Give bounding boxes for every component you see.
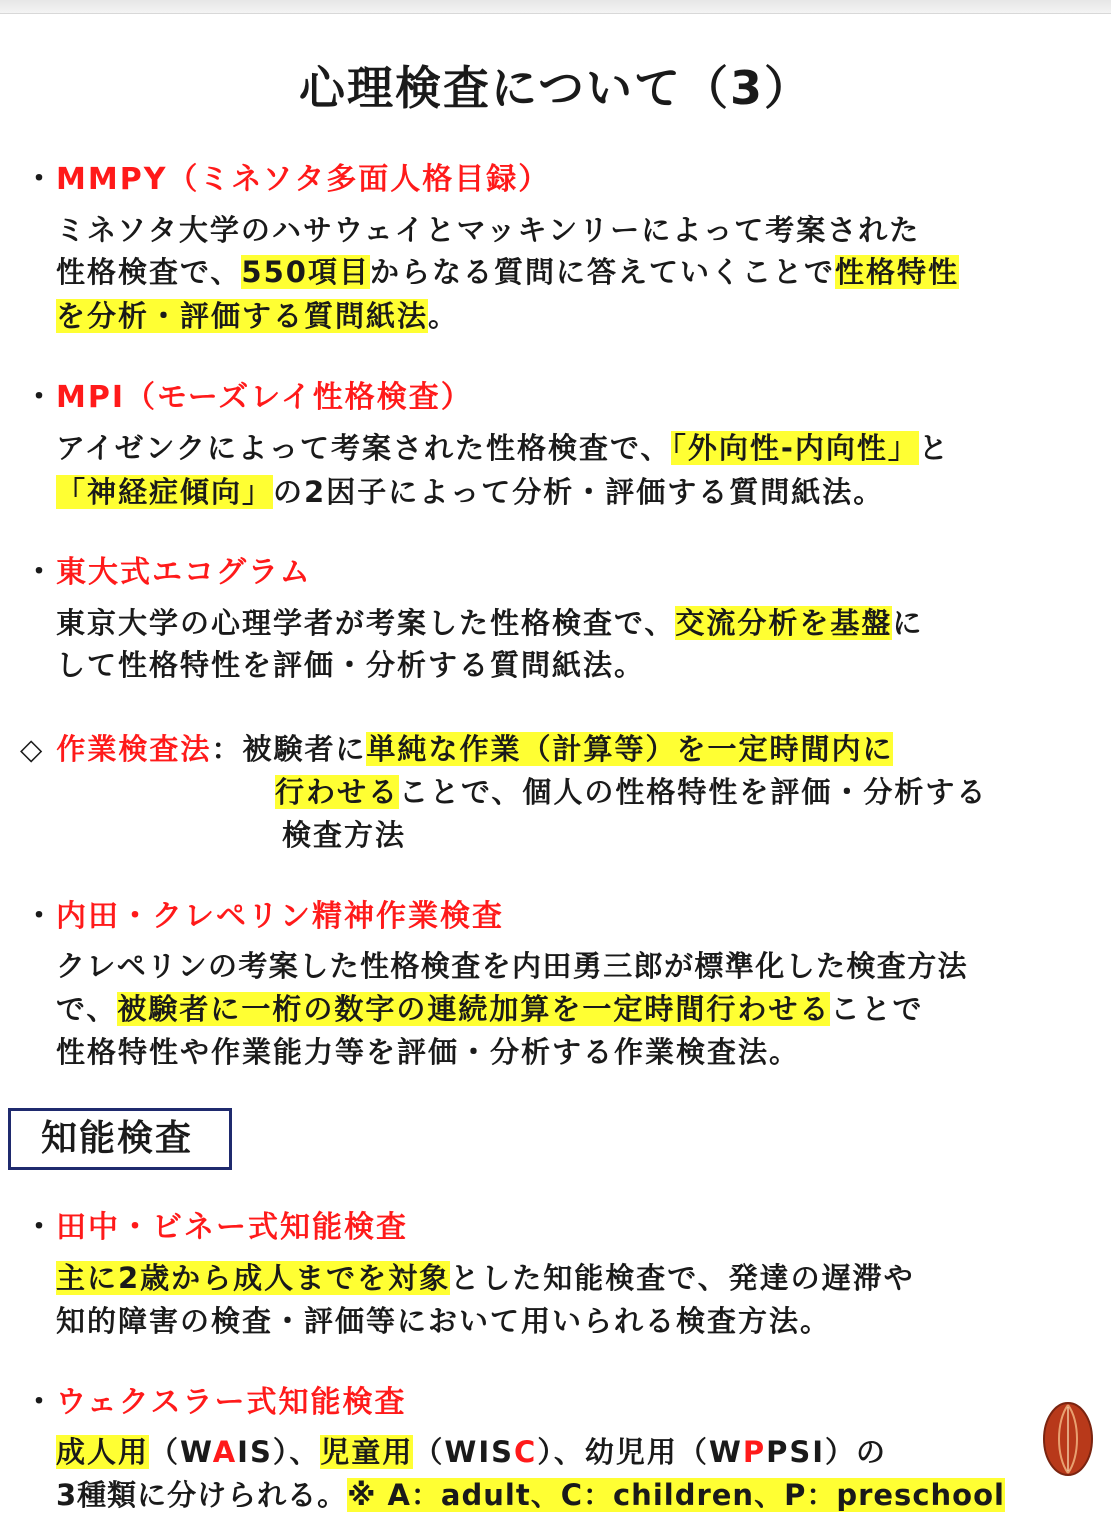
mpi-line-2 xyxy=(56,472,884,512)
binet-text: とした知能検査で、発達の遅滞や xyxy=(450,1261,915,1295)
wechsler-heading xyxy=(24,1383,407,1423)
wechsler-highlight-child: 児童用 xyxy=(320,1435,414,1469)
egogram-highlight: 交流分析を基盤 xyxy=(675,606,893,640)
sagyo-text: ：被験者に xyxy=(211,732,367,766)
bullet: ・ xyxy=(24,899,56,934)
sagyo-line-2 xyxy=(275,772,987,812)
kraepelin-line-2 xyxy=(56,989,923,1029)
wechsler-highlight-adult: 成人用 xyxy=(56,1435,150,1469)
wechsler-letter-a: A xyxy=(212,1435,238,1469)
mmpy-text: 。 xyxy=(428,299,460,333)
egogram-text: 東京大学の心理学者が考案した性格検査で、 xyxy=(56,606,676,640)
sagyo-highlight-1: 単純な作業（計算等）を一定時間内に xyxy=(366,732,894,766)
egogram-heading-text: 東大式エコグラム xyxy=(56,555,312,590)
mmpy-heading xyxy=(24,160,550,200)
kraepelin-heading xyxy=(24,897,504,937)
bullet: ・ xyxy=(24,162,56,197)
binet-line-2: 知的障害の検査・評価等において用いられる検査方法。 xyxy=(56,1304,832,1338)
sagyo-highlight-2: 行わせる xyxy=(275,775,400,809)
egogram-text: に xyxy=(892,606,924,640)
bullet: ・ xyxy=(24,1385,56,1420)
mpi-text: と xyxy=(918,431,950,465)
rugby-ball-icon xyxy=(1042,1401,1094,1477)
mmpy-line-1: ミネソタ大学のハサウェイとマッキンリーによって考案された xyxy=(56,213,921,247)
binet-highlight: 主に2歳から成人までを対象 xyxy=(56,1261,451,1295)
mpi-text: の2因子によって分析・評価する質問紙法。 xyxy=(273,475,885,509)
sagyo-term: 作業検査法 xyxy=(56,732,212,766)
wechsler-text: ）、幼児用（W xyxy=(537,1435,743,1469)
wechsler-heading-text: ウェクスラー式知能検査 xyxy=(56,1385,407,1420)
wechsler-text: 3種類に分けられる。 xyxy=(56,1478,348,1512)
diamond-icon: ◇ xyxy=(20,732,45,766)
sagyo-text: ことで、個人の性格特性を評価・分析する xyxy=(399,775,988,809)
wechsler-highlight-note: ※ A：adult、C：children、P：preschool xyxy=(347,1478,1005,1512)
mpi-heading-text: MPI（モーズレイ性格検査） xyxy=(56,380,473,415)
egogram-heading xyxy=(24,553,312,593)
mmpy-heading-text: MMPY（ミネソタ多面人格目録） xyxy=(56,162,551,197)
bullet: ・ xyxy=(24,1210,56,1245)
wechsler-letter-p: P xyxy=(742,1435,767,1469)
bullet: ・ xyxy=(24,380,56,415)
kraepelin-highlight: 被験者に一桁の数字の連続加算を一定時間行わせる xyxy=(117,992,831,1026)
binet-heading-text: 田中・ビネー式知能検査 xyxy=(56,1210,408,1245)
mmpy-text: からなる質問に答えていくことで xyxy=(369,255,835,289)
wechsler-text: IS）、 xyxy=(237,1435,321,1469)
kraepelin-line-1: クレペリンの考案した性格検査を内田勇三郎が標準化した検査方法 xyxy=(56,949,969,983)
mmpy-text: 性格検査で、 xyxy=(56,255,242,289)
mpi-text: アイゼンクによって考案された性格検査で、 xyxy=(56,431,672,465)
kraepelin-text: で、 xyxy=(56,992,118,1026)
mmpy-highlight-method: を分析・評価する質問紙法 xyxy=(56,299,429,333)
mmpy-line-3 xyxy=(56,296,459,336)
mpi-highlight-extraversion: 「外向性-内向性」 xyxy=(671,431,919,465)
mpi-line-1 xyxy=(56,428,950,468)
mpi-heading xyxy=(24,378,473,418)
binet-line-1 xyxy=(56,1258,915,1298)
kraepelin-line-3: 性格特性や作業能力等を評価・分析する作業検査法。 xyxy=(56,1035,801,1069)
wechsler-text: （WIS xyxy=(413,1435,515,1469)
kraepelin-text: ことで xyxy=(830,992,924,1026)
wechsler-line-1 xyxy=(56,1432,887,1472)
wechsler-text: PSI）の xyxy=(766,1435,888,1469)
wechsler-text: （W xyxy=(149,1435,213,1469)
kraepelin-heading-text: 内田・クレペリン精神作業検査 xyxy=(56,899,504,934)
intelligence-test-label: 知能検査 xyxy=(8,1108,232,1170)
sagyo-line-1 xyxy=(20,729,893,769)
wechsler-letter-c: C xyxy=(514,1435,538,1469)
mpi-highlight-neuroticism: 「神経症傾向」 xyxy=(56,475,274,509)
mmpy-highlight-trait: 性格特性 xyxy=(834,255,959,289)
binet-heading xyxy=(24,1208,408,1248)
sagyo-line-3: 検査方法 xyxy=(282,818,407,852)
wechsler-line-2 xyxy=(56,1475,1005,1515)
bullet: ・ xyxy=(24,555,56,590)
top-bar xyxy=(0,0,1111,14)
egogram-line-2: して性格特性を評価・分析する質問紙法。 xyxy=(56,648,646,682)
mmpy-line-2 xyxy=(56,252,959,292)
mmpy-highlight-550: 550項目 xyxy=(241,255,370,289)
egogram-line-1 xyxy=(56,603,923,643)
page-title: 心理検査について（3） xyxy=(298,61,813,115)
